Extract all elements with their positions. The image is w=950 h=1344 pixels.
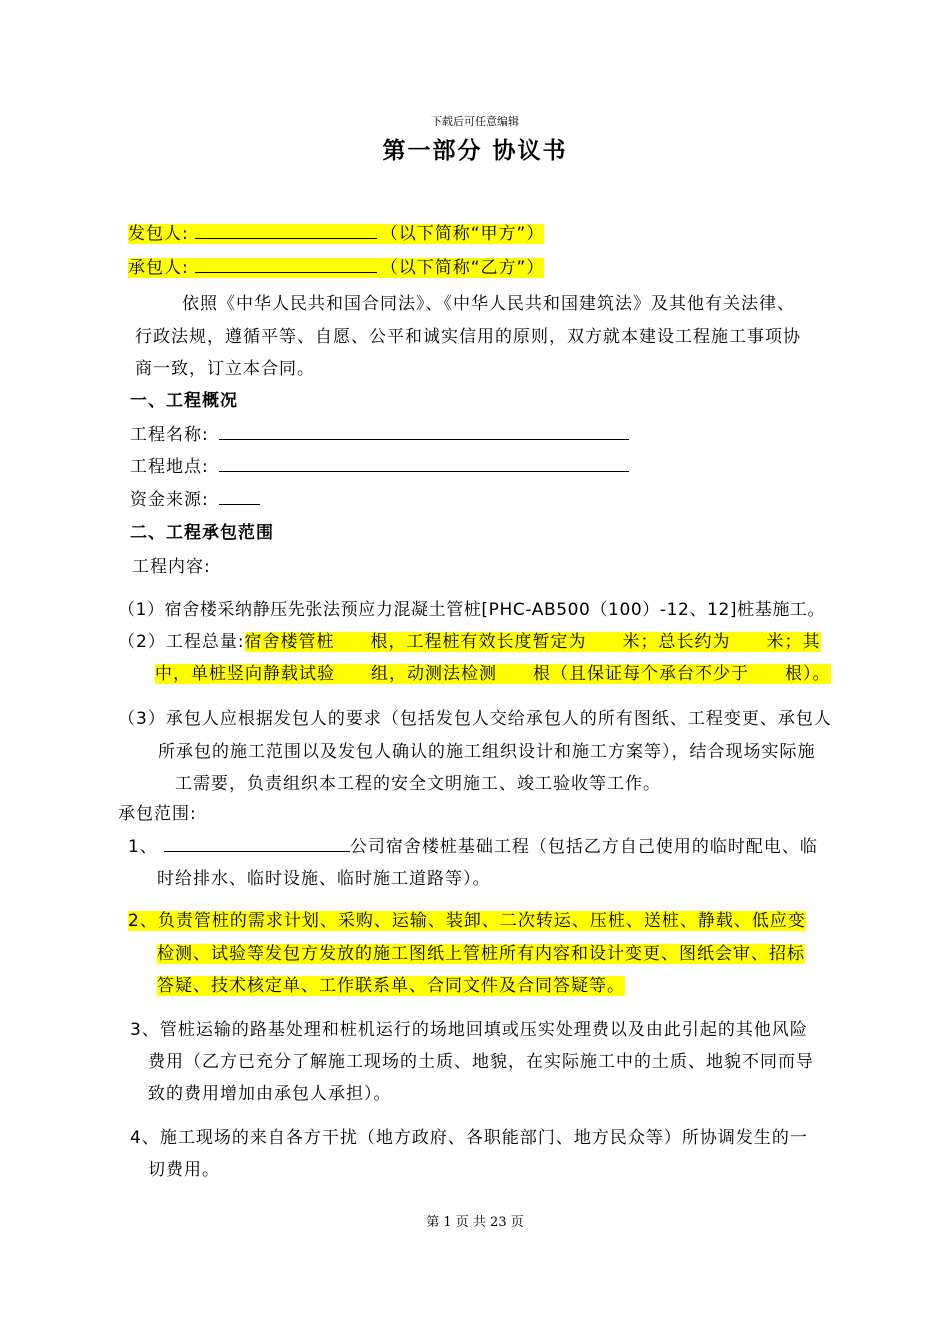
project-name-blank[interactable] xyxy=(219,422,629,440)
scope-item-1-line1 xyxy=(128,832,818,857)
project-location-label: 工程地点: xyxy=(130,457,209,477)
content-item-1: （1）宿舍楼采纳静压先张法预应力混凝土管桩[PHC-AB500（100）-12、12]桩基施工。 xyxy=(118,600,826,620)
project-name-row xyxy=(130,420,629,445)
employer-suffix: （以下简称“甲方”） xyxy=(380,224,545,244)
content-item-3-line: 所承包的施工范围以及发包人确认的施工组织设计和施工方案等），结合现场实际施 xyxy=(158,742,816,762)
intro-line: 行政法规，遵循平等、自愿、公平和诚实信用的原则，双方就本建设工程施工事项协 xyxy=(135,327,801,347)
contractor-suffix: （以下简称“乙方”） xyxy=(380,258,545,278)
scope-item-4-line: 4、施工现场的来自各方干扰（地方政府、各职能部门、地方民众等）所协调发生的一 xyxy=(130,1128,808,1148)
scope-item-2-line xyxy=(128,906,806,931)
section-heading: 二、工程承包范围 xyxy=(130,523,274,543)
content-item-3-line: （3）承包人应根据发包人的要求（包括发包人交给承包人的所有图纸、工程变更、承包人 xyxy=(118,709,832,729)
item2-text: 根）。 xyxy=(785,664,831,684)
scope-item-3-line: 3、管桩运输的路基处理和桩机运行的场地回填或压实处理费以及由此引起的其他风险 xyxy=(130,1020,808,1040)
project-location-blank[interactable] xyxy=(219,454,629,472)
scope-item-3-line: 费用（乙方已充分了解施工现场的土质、地貌，在实际施工中的土质、地貌不同而导 xyxy=(148,1052,814,1072)
section-heading: 一、工程概况 xyxy=(130,391,238,411)
item2-text: 组，动测法检测 xyxy=(371,664,497,684)
content-item-2-line2 xyxy=(155,659,831,684)
item2-text: 根（且保证每个承台不少于 xyxy=(533,664,749,684)
content-item-3-line: 工需要，负责组织本工程的安全文明施工、竣工验收等工作。 xyxy=(175,774,661,794)
content-label: 工程内容: xyxy=(132,557,211,577)
scope1-number: 1、 xyxy=(128,837,158,857)
header-note: 下载后可任意编辑 xyxy=(431,115,519,128)
scope-item-3-line: 致的费用增加由承包人承担）。 xyxy=(148,1084,392,1104)
scope2-text: 2、负责管桩的需求计划、采购、运输、装卸、二次转运、压桩、送桩、静载、低应变 xyxy=(128,911,806,931)
content-item-2-line1 xyxy=(118,627,821,652)
item2-text: 米；总长约为 xyxy=(622,632,731,652)
company-name-blank[interactable] xyxy=(164,834,350,852)
item2-prefix: （2）工程总量: xyxy=(118,632,245,652)
funding-row xyxy=(130,485,260,510)
item2-text: 宿舍楼管桩 xyxy=(244,632,335,652)
scope-item-2-line xyxy=(157,939,805,964)
funding-blank[interactable] xyxy=(219,487,260,505)
scope-label: 承包范围: xyxy=(118,804,197,824)
scope1-text: 公司宿舍楼桩基础工程（包括乙方自己使用的临时配电、临 xyxy=(349,837,818,857)
page-footer: 第 1 页 共 23 页 xyxy=(426,1215,524,1230)
scope2-text: 检测、试验等发包方发放的施工图纸上管桩所有内容和设计变更、图纸会审、招标 xyxy=(157,944,805,964)
scope-item-4-line: 切费用。 xyxy=(148,1160,220,1180)
employer-label: 发包人: xyxy=(128,224,189,244)
item2-text: 中，单桩竖向静载试验 xyxy=(155,664,335,684)
intro-line: 依照《中华人民共和国合同法》、《中华人民共和国建筑法》及其他有关法律、 xyxy=(182,294,795,314)
item2-text: 米；其 xyxy=(766,632,821,652)
contractor-line xyxy=(128,253,544,278)
page-title: 第一部分 协议书 xyxy=(382,138,568,164)
employer-line xyxy=(128,219,544,244)
project-name-label: 工程名称: xyxy=(130,425,209,445)
scope-item-1-line2: 时给排水、临时设施、临时施工道路等）。 xyxy=(157,869,491,889)
scope-item-2-line xyxy=(157,971,625,996)
scope2-text: 答疑、技术核定单、工作联系单、合同文件及合同答疑等。 xyxy=(157,976,625,996)
intro-line: 商一致，订立本合同。 xyxy=(135,359,315,379)
contractor-label: 承包人: xyxy=(128,258,189,278)
employer-blank[interactable] xyxy=(195,221,377,239)
item2-text: 根，工程桩有效长度暂定为 xyxy=(370,632,587,652)
funding-label: 资金来源: xyxy=(130,490,209,510)
project-location-row xyxy=(130,452,629,477)
contractor-blank[interactable] xyxy=(195,255,377,273)
